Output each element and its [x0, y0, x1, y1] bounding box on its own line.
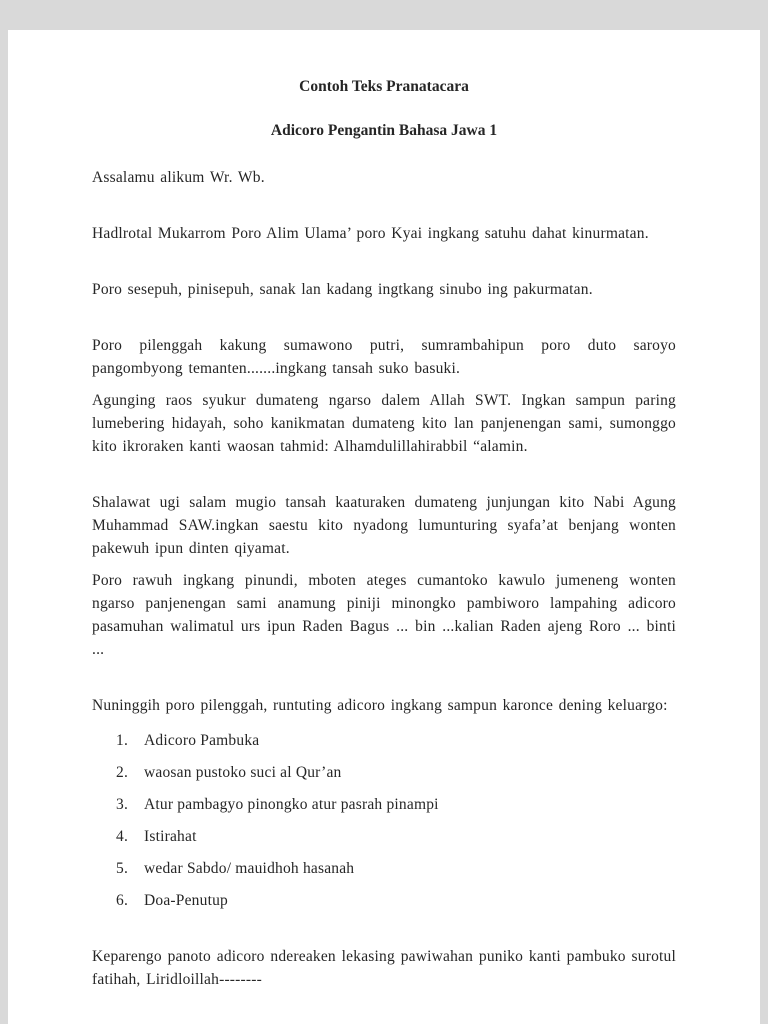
list-item-number: 2. [116, 764, 129, 781]
document-subtitle: Adicoro Pengantin Bahasa Jawa 1 [270, 122, 498, 139]
list-item-label: wedar Sabdo/ mauidhoh hasanah [144, 860, 355, 877]
paragraph-sesepuh: Poro sesepuh, pinisepuh, sanak lan kadang ingtkang sinubo ing pakurmatan. [92, 281, 593, 298]
list-item-number: 3. [116, 796, 129, 813]
list-item [116, 889, 676, 912]
agenda-list [116, 729, 676, 912]
paragraph-pilenggah: Poro pilenggah kakung sumawono putri, sumrambahipun poro duto saroyo pangombyong temanten.......ingkang tansah suko basuki. [92, 337, 676, 377]
list-item [116, 729, 676, 752]
list-item-label: Adicoro Pambuka [144, 732, 260, 749]
list-item-label: waosan pustoko suci al Qur’an [144, 764, 342, 781]
list-item [116, 761, 676, 784]
list-item-number: 5. [116, 860, 129, 877]
paragraph-nuninggih: Nuninggih poro pilenggah, runtuting adicoro ingkang sampun karonce dening keluargo: [92, 697, 668, 714]
list-item-label: Istirahat [144, 828, 197, 845]
paragraph-syukur: Agunging raos syukur dumateng ngarso dalem Allah SWT. Ingkan sampun paring lumebering hidayah, soho kanikmatan dumateng kito lan panjenengan sami, sumonggo kito ikroraken kanti waosan tahmid: Alhamdulillahirabbil “alamin. [92, 392, 676, 455]
list-item-label: Atur pambagyo pinongko atur pasrah pinampi [144, 796, 439, 813]
paragraph-greeting: Assalamu alikum Wr. Wb. [92, 169, 265, 186]
paragraph-closing: Keparengo panoto adicoro ndereaken lekasing pawiwahan puniko kanti pambuko surotul fatihah, Liridloillah-------- [92, 948, 676, 988]
list-item-label: Doa-Penutup [144, 892, 228, 909]
document-page [8, 30, 760, 1024]
document-title: Contoh Teks Pranatacara [299, 78, 469, 95]
paragraph-rawuh: Poro rawuh ingkang pinundi, mboten ateges cumantoko kawulo jumeneng wonten ngarso panjenengan sami anamung piniji minongko pambiworo lampahing adicoro pasamuhan walimatul urs ipun Raden Bagus ... bin ...kalian Raden ajeng Roro ... binti ... [92, 572, 676, 658]
list-item-number: 4. [116, 828, 129, 845]
list-item [116, 793, 676, 816]
paragraph-hadlrotal: Hadlrotal Mukarrom Poro Alim Ulama’ poro Kyai ingkang satuhu dahat kinurmatan. [92, 225, 649, 242]
list-item [116, 825, 676, 848]
list-item-number: 6. [116, 892, 129, 909]
list-item [116, 857, 676, 880]
paragraph-shalawat: Shalawat ugi salam mugio tansah kaaturaken dumateng junjungan kito Nabi Agung Muhammad SAW.ingkan saestu kito nyadong lumunturing syafa’at benjang wonten pakewuh ipun dinten qiyamat. [92, 494, 676, 557]
list-item-number: 1. [116, 732, 129, 749]
